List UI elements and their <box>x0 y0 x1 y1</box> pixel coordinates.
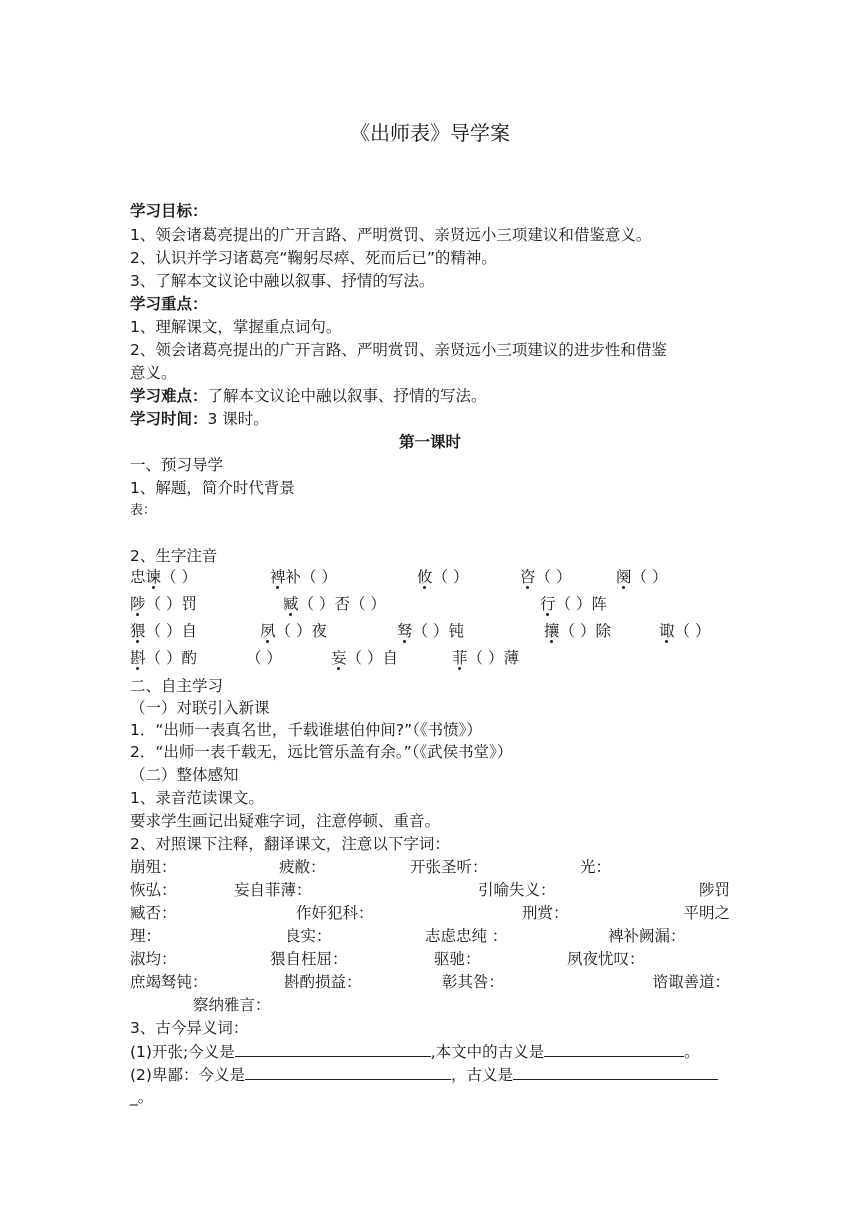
vocab-term: 驱驰： <box>434 950 481 968</box>
vocab-term: 刑赏： <box>522 904 569 922</box>
dotted-char: 谏 <box>145 568 162 586</box>
dotted-char: 阕 <box>616 568 632 586</box>
dotted-char: 妄 <box>331 649 347 667</box>
vocab-term: 开张圣听： <box>410 858 488 876</box>
vocab-term: 疲敝： <box>279 858 326 876</box>
key-point-item: 意义。 <box>130 364 177 382</box>
question-line: (1)开张;今义是 ,本文中的古义是 。 <box>130 1040 730 1063</box>
subsection-heading: （一）对联引入新课 <box>130 699 270 717</box>
key-point-item: 2、领会诸葛亮提出的广开言路、严明赏罚、亲贤远小三项建议的进步性和借鉴 <box>130 341 667 359</box>
vocab-term: 夙夜忧叹： <box>567 950 645 968</box>
key-points-heading: 学习重点： <box>130 295 208 313</box>
dotted-char: 咨 <box>520 568 536 586</box>
vocab-term: 谘诹善道： <box>652 973 730 991</box>
vocab-term: 臧否： <box>130 904 177 922</box>
page-title: 《出师表》导学案 <box>350 121 510 145</box>
couplet-line: 1．“出师一表真名世，千载谁堪伯仲间?”（《书愤》） <box>130 721 482 739</box>
time-line: 学习时间：3 课时。 <box>130 410 269 428</box>
vocab-row <box>130 879 730 901</box>
pinyin-row: 陟（ ）罚 臧（ ）否（ ） 行（ ）阵 <box>130 595 607 613</box>
pinyin-row: 忠谏（ ） 裨补（ ） 攸（ ） 咨（ ） 阕（ ） <box>130 568 668 586</box>
question-line-end: _。 <box>130 1088 154 1106</box>
vocab-term: 良实： <box>285 927 332 945</box>
answer-blank[interactable] <box>513 1063 718 1080</box>
vocab-term: 平明之 <box>683 904 730 922</box>
vocab-term: 作奸犯科： <box>296 904 374 922</box>
vocab-term: 理： <box>130 927 162 945</box>
dotted-char: 夙 <box>260 622 276 640</box>
self-study-heading: 二、自主学习 <box>130 677 224 695</box>
dotted-char: 臧 <box>283 595 299 613</box>
dotted-char: 行 <box>540 595 556 613</box>
vocab-term: 庶竭驽钝： <box>130 973 208 991</box>
dotted-char: 斟 <box>130 649 146 667</box>
objectives-heading: 学习目标： <box>130 202 208 220</box>
vocab-term: 彰其咎： <box>442 973 505 991</box>
vocab-term: 陟罚 <box>698 881 730 899</box>
objective-item: 2、认识并学习诸葛亮“鞠躬尽瘁、死而后已”的精神。 <box>130 249 497 267</box>
vocab-term: 崩殂： <box>130 858 177 876</box>
dotted-char: 菲 <box>452 649 468 667</box>
vocab-term: 妄自菲薄： <box>234 881 312 899</box>
vocab-term: 恢弘： <box>130 881 177 899</box>
vocab-row <box>130 948 730 970</box>
vocab-row <box>130 902 730 924</box>
pinyin-row: 猥（ ）自 夙（ ）夜 驽（ ）钝 攘（ ）除 诹（ ） <box>130 622 711 640</box>
objective-item: 1、领会诸葛亮提出的广开言路、严明赏罚、亲贤远小三项建议和借鉴意义。 <box>130 226 652 244</box>
dotted-char: 攸 <box>417 568 433 586</box>
biao-label: 表： <box>130 503 157 518</box>
vocab-term: 光： <box>580 858 612 876</box>
vocab-term: 淑均： <box>130 950 177 968</box>
dotted-char: 陟 <box>130 595 146 613</box>
vocab-term: 裨补阙漏： <box>608 927 686 945</box>
vocab-row <box>130 971 730 993</box>
dotted-char: 攘 <box>544 622 560 640</box>
vocab-term: 引喻失义： <box>478 881 556 899</box>
vocab-row <box>130 856 730 878</box>
question-line: (2)卑鄙：今义是 ，古义是 <box>130 1063 730 1086</box>
lesson-heading: 第一课时 <box>398 433 461 451</box>
answer-blank[interactable] <box>245 1063 451 1080</box>
step-line: 3、古今异义词： <box>130 1019 249 1037</box>
step-line: 2、对照课下注释，翻译课文，注意以下字词： <box>130 835 450 853</box>
key-point-item: 1、理解课文，掌握重点词句。 <box>130 318 342 336</box>
dotted-char: 诹 <box>659 622 675 640</box>
preview-heading: 一、预习导学 <box>130 456 224 474</box>
objective-item: 3、了解本文议论中融以叙事、抒情的写法。 <box>130 272 435 290</box>
difficulty-line: 学习难点：了解本文议论中融以叙事、抒情的写法。 <box>130 387 487 405</box>
vocab-term: 察纳雅言： <box>193 996 271 1014</box>
subsection-heading: （二）整体感知 <box>130 766 239 784</box>
preview-item: 1、解题，简介时代背景 <box>130 479 295 497</box>
step-note: 要求学生画记出疑难字词，注意停顿、重音。 <box>130 812 441 830</box>
vocab-term: 斟酌损益： <box>284 973 362 991</box>
step-line: 1、录音范读课文。 <box>130 789 264 807</box>
dotted-char: 猥 <box>130 622 146 640</box>
couplet-line: 2．“出师一表千载无，远比管乐盖有余。”（《武侯书堂》） <box>130 743 513 761</box>
answer-blank[interactable] <box>544 1040 684 1057</box>
dotted-char: 裨 <box>270 568 286 586</box>
dotted-char: 驽 <box>397 622 413 640</box>
pinyin-row: 斟（ ）酌 （ ） 妄（ ）自 菲（ ）薄 <box>130 649 519 667</box>
preview-item: 2、生字注音 <box>130 547 218 565</box>
vocab-row <box>130 925 730 947</box>
vocab-term: 志虑忠纯 ： <box>425 927 508 945</box>
vocab-term: 猥自枉屈： <box>270 950 348 968</box>
answer-blank[interactable] <box>235 1040 431 1057</box>
